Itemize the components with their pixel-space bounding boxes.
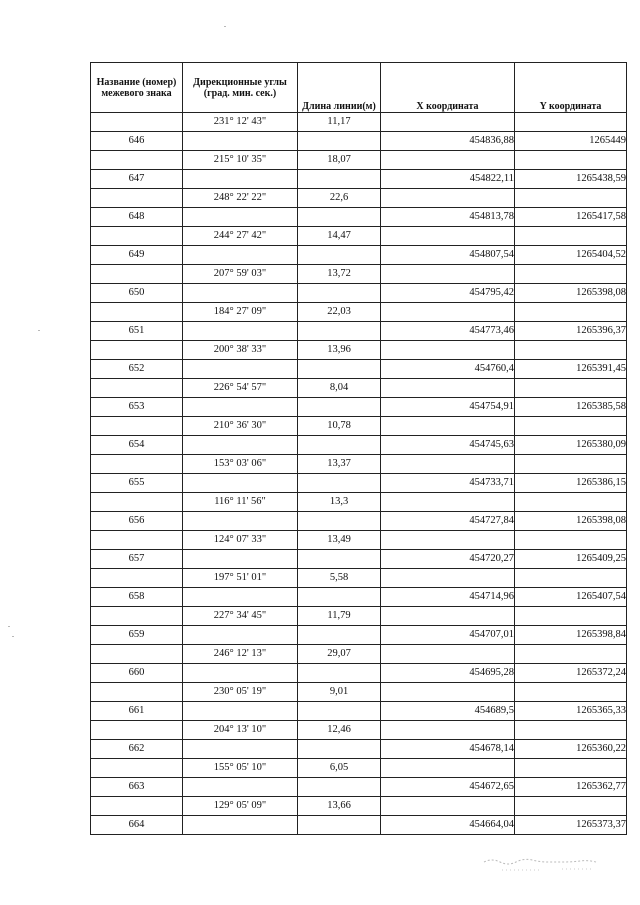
line-length-cell: 13,72 <box>298 265 381 284</box>
y-coordinate-cell <box>515 189 627 208</box>
segment-row <box>91 227 627 246</box>
direction-angle-cell: 197° 51' 01" <box>183 569 298 588</box>
direction-angle-cell <box>183 588 298 607</box>
y-coordinate-cell <box>515 151 627 170</box>
y-coordinate-cell <box>515 531 627 550</box>
line-length-cell <box>298 170 381 189</box>
point-name-cell: 661 <box>91 702 183 721</box>
line-length-cell <box>298 740 381 759</box>
x-coordinate-cell: 454678,14 <box>381 740 515 759</box>
point-row <box>91 132 627 151</box>
direction-angle-cell: 155° 05' 10" <box>183 759 298 778</box>
y-coordinate-cell: 1265398,84 <box>515 626 627 645</box>
direction-angle-cell <box>183 170 298 189</box>
direction-angle-cell: 227° 34' 45" <box>183 607 298 626</box>
point-name-cell: 662 <box>91 740 183 759</box>
direction-angle-cell <box>183 208 298 227</box>
point-row <box>91 170 627 189</box>
direction-angle-cell <box>183 132 298 151</box>
point-name-cell <box>91 493 183 512</box>
point-name-cell: 650 <box>91 284 183 303</box>
y-coordinate-cell: 1265391,45 <box>515 360 627 379</box>
y-coordinate-cell <box>515 227 627 246</box>
x-coordinate-cell: 454720,27 <box>381 550 515 569</box>
y-coordinate-cell <box>515 341 627 360</box>
direction-angle-cell <box>183 474 298 493</box>
line-length-cell <box>298 550 381 569</box>
x-coordinate-cell: 454689,5 <box>381 702 515 721</box>
point-name-cell <box>91 227 183 246</box>
direction-angle-cell: 184° 27' 09" <box>183 303 298 322</box>
line-length-cell: 11,79 <box>298 607 381 626</box>
line-length-cell: 9,01 <box>298 683 381 702</box>
line-length-cell <box>298 626 381 645</box>
x-coordinate-cell: 454664,04 <box>381 816 515 835</box>
point-name-cell <box>91 189 183 208</box>
direction-angle-cell <box>183 436 298 455</box>
point-name-cell: 648 <box>91 208 183 227</box>
point-name-cell <box>91 151 183 170</box>
x-coordinate-cell: 454707,01 <box>381 626 515 645</box>
y-coordinate-cell: 1265404,52 <box>515 246 627 265</box>
x-coordinate-cell <box>381 417 515 436</box>
line-length-cell: 11,17 <box>298 113 381 132</box>
y-coordinate-cell: 1265396,37 <box>515 322 627 341</box>
x-coordinate-cell: 454695,28 <box>381 664 515 683</box>
x-coordinate-cell: 454733,71 <box>381 474 515 493</box>
x-coordinate-cell <box>381 721 515 740</box>
direction-angle-cell: 230° 05' 19" <box>183 683 298 702</box>
y-coordinate-cell: 1265365,33 <box>515 702 627 721</box>
line-length-cell: 10,78 <box>298 417 381 436</box>
direction-angle-cell <box>183 360 298 379</box>
line-length-cell <box>298 398 381 417</box>
y-coordinate-cell: 1265449 <box>515 132 627 151</box>
direction-angle-cell <box>183 322 298 341</box>
y-coordinate-cell: 1265380,09 <box>515 436 627 455</box>
direction-angle-cell: 207° 59' 03" <box>183 265 298 284</box>
segment-row <box>91 721 627 740</box>
direction-angle-cell <box>183 664 298 683</box>
segment-row <box>91 417 627 436</box>
x-coordinate-cell: 454836,88 <box>381 132 515 151</box>
segment-row <box>91 151 627 170</box>
segment-row <box>91 683 627 702</box>
y-coordinate-cell <box>515 265 627 284</box>
point-name-cell: 658 <box>91 588 183 607</box>
x-coordinate-cell <box>381 645 515 664</box>
point-name-cell <box>91 531 183 550</box>
x-coordinate-cell: 454672,65 <box>381 778 515 797</box>
line-length-cell <box>298 132 381 151</box>
direction-angle-cell: 153° 03' 06" <box>183 455 298 474</box>
point-name-cell: 652 <box>91 360 183 379</box>
line-length-cell <box>298 360 381 379</box>
y-coordinate-cell <box>515 113 627 132</box>
line-length-cell <box>298 322 381 341</box>
direction-angle-cell <box>183 398 298 417</box>
segment-row <box>91 607 627 626</box>
line-length-cell <box>298 702 381 721</box>
x-coordinate-cell: 454807,54 <box>381 246 515 265</box>
point-name-cell: 660 <box>91 664 183 683</box>
y-coordinate-cell: 1265385,58 <box>515 398 627 417</box>
segment-row <box>91 303 627 322</box>
scan-noise-mark <box>482 852 612 874</box>
x-coordinate-cell <box>381 265 515 284</box>
segment-row <box>91 455 627 474</box>
y-coordinate-cell: 1265409,25 <box>515 550 627 569</box>
y-coordinate-cell: 1265407,54 <box>515 588 627 607</box>
point-name-cell: 653 <box>91 398 183 417</box>
x-coordinate-cell: 454773,46 <box>381 322 515 341</box>
x-coordinate-cell: 454727,84 <box>381 512 515 531</box>
header-point-name: Название (номер) межевого знака <box>91 63 183 113</box>
direction-angle-cell <box>183 246 298 265</box>
point-row <box>91 626 627 645</box>
y-coordinate-cell <box>515 493 627 512</box>
line-length-cell <box>298 284 381 303</box>
y-coordinate-cell <box>515 455 627 474</box>
direction-angle-cell <box>183 778 298 797</box>
y-coordinate-cell <box>515 645 627 664</box>
x-coordinate-cell <box>381 683 515 702</box>
direction-angle-cell: 215° 10' 35" <box>183 151 298 170</box>
segment-row <box>91 341 627 360</box>
point-row <box>91 474 627 493</box>
y-coordinate-cell: 1265373,37 <box>515 816 627 835</box>
x-coordinate-cell <box>381 531 515 550</box>
x-coordinate-cell <box>381 797 515 816</box>
line-length-cell: 13,49 <box>298 531 381 550</box>
x-coordinate-cell: 454813,78 <box>381 208 515 227</box>
y-coordinate-cell: 1265438,59 <box>515 170 627 189</box>
y-coordinate-cell <box>515 569 627 588</box>
header-x-coordinate: X координата <box>381 63 515 113</box>
table-header-row <box>91 63 627 113</box>
x-coordinate-cell <box>381 113 515 132</box>
segment-row <box>91 265 627 284</box>
direction-angle-cell: 116° 11' 56" <box>183 493 298 512</box>
point-name-cell: 654 <box>91 436 183 455</box>
point-name-cell: 659 <box>91 626 183 645</box>
x-coordinate-cell: 454822,11 <box>381 170 515 189</box>
direction-angle-cell: 129° 05' 09" <box>183 797 298 816</box>
point-row <box>91 778 627 797</box>
scan-speck <box>38 330 40 331</box>
point-row <box>91 664 627 683</box>
line-length-cell: 29,07 <box>298 645 381 664</box>
y-coordinate-cell <box>515 379 627 398</box>
x-coordinate-cell <box>381 607 515 626</box>
point-name-cell: 647 <box>91 170 183 189</box>
x-coordinate-cell <box>381 227 515 246</box>
point-name-cell <box>91 683 183 702</box>
point-name-cell: 646 <box>91 132 183 151</box>
point-name-cell <box>91 455 183 474</box>
line-length-cell: 8,04 <box>298 379 381 398</box>
x-coordinate-cell <box>381 455 515 474</box>
direction-angle-cell <box>183 284 298 303</box>
y-coordinate-cell <box>515 417 627 436</box>
point-name-cell: 663 <box>91 778 183 797</box>
direction-angle-cell <box>183 626 298 645</box>
line-length-cell: 5,58 <box>298 569 381 588</box>
point-name-cell: 664 <box>91 816 183 835</box>
direction-angle-cell: 226° 54' 57" <box>183 379 298 398</box>
direction-angle-cell: 231° 12' 43" <box>183 113 298 132</box>
point-row <box>91 816 627 835</box>
x-coordinate-cell <box>381 151 515 170</box>
point-row <box>91 360 627 379</box>
point-row <box>91 550 627 569</box>
direction-angle-cell <box>183 550 298 569</box>
scan-speck <box>8 626 10 627</box>
header-line-length: Длина линии(м) <box>298 63 381 113</box>
point-row <box>91 588 627 607</box>
y-coordinate-cell: 1265417,58 <box>515 208 627 227</box>
line-length-cell <box>298 816 381 835</box>
y-coordinate-cell <box>515 303 627 322</box>
segment-row <box>91 493 627 512</box>
point-name-cell <box>91 265 183 284</box>
direction-angle-cell: 244° 27' 42" <box>183 227 298 246</box>
point-row <box>91 322 627 341</box>
x-coordinate-cell <box>381 189 515 208</box>
y-coordinate-cell: 1265362,77 <box>515 778 627 797</box>
segment-row <box>91 759 627 778</box>
point-row <box>91 512 627 531</box>
point-name-cell: 651 <box>91 322 183 341</box>
direction-angle-cell: 124° 07' 33" <box>183 531 298 550</box>
point-row <box>91 702 627 721</box>
line-length-cell <box>298 588 381 607</box>
line-length-cell <box>298 436 381 455</box>
line-length-cell <box>298 474 381 493</box>
x-coordinate-cell <box>381 569 515 588</box>
x-coordinate-cell: 454754,91 <box>381 398 515 417</box>
point-row <box>91 284 627 303</box>
scan-speck <box>12 636 14 637</box>
x-coordinate-cell <box>381 379 515 398</box>
direction-angle-cell <box>183 816 298 835</box>
point-name-cell <box>91 797 183 816</box>
point-name-cell <box>91 303 183 322</box>
line-length-cell: 13,3 <box>298 493 381 512</box>
direction-angle-cell <box>183 740 298 759</box>
direction-angle-cell: 246° 12' 13" <box>183 645 298 664</box>
line-length-cell: 22,03 <box>298 303 381 322</box>
segment-row <box>91 569 627 588</box>
line-length-cell: 13,37 <box>298 455 381 474</box>
segment-row <box>91 189 627 208</box>
boundary-coordinates-table <box>90 62 627 835</box>
point-name-cell <box>91 569 183 588</box>
line-length-cell <box>298 246 381 265</box>
table-body <box>91 113 627 835</box>
point-row <box>91 208 627 227</box>
direction-angle-cell: 204° 13' 10" <box>183 721 298 740</box>
direction-angle-cell: 210° 36' 30" <box>183 417 298 436</box>
line-length-cell: 6,05 <box>298 759 381 778</box>
point-name-cell <box>91 759 183 778</box>
x-coordinate-cell <box>381 759 515 778</box>
direction-angle-cell <box>183 512 298 531</box>
line-length-cell: 14,47 <box>298 227 381 246</box>
point-name-cell: 655 <box>91 474 183 493</box>
line-length-cell: 13,96 <box>298 341 381 360</box>
header-y-coordinate: Y координата <box>515 63 627 113</box>
point-name-cell: 656 <box>91 512 183 531</box>
direction-angle-cell <box>183 702 298 721</box>
point-row <box>91 436 627 455</box>
y-coordinate-cell: 1265398,08 <box>515 284 627 303</box>
line-length-cell: 18,07 <box>298 151 381 170</box>
x-coordinate-cell <box>381 341 515 360</box>
y-coordinate-cell <box>515 721 627 740</box>
direction-angle-cell: 248° 22' 22" <box>183 189 298 208</box>
segment-row <box>91 113 627 132</box>
segment-row <box>91 797 627 816</box>
line-length-cell <box>298 664 381 683</box>
point-row <box>91 740 627 759</box>
segment-row <box>91 645 627 664</box>
y-coordinate-cell: 1265372,24 <box>515 664 627 683</box>
y-coordinate-cell <box>515 797 627 816</box>
point-name-cell <box>91 417 183 436</box>
line-length-cell <box>298 512 381 531</box>
point-row <box>91 246 627 265</box>
point-name-cell <box>91 113 183 132</box>
y-coordinate-cell <box>515 759 627 778</box>
point-name-cell <box>91 721 183 740</box>
point-name-cell <box>91 341 183 360</box>
x-coordinate-cell <box>381 493 515 512</box>
segment-row <box>91 379 627 398</box>
point-row <box>91 398 627 417</box>
segment-row <box>91 531 627 550</box>
line-length-cell <box>298 778 381 797</box>
point-name-cell <box>91 607 183 626</box>
point-name-cell: 657 <box>91 550 183 569</box>
x-coordinate-cell: 454795,42 <box>381 284 515 303</box>
x-coordinate-cell: 454745,63 <box>381 436 515 455</box>
y-coordinate-cell: 1265386,15 <box>515 474 627 493</box>
point-name-cell <box>91 379 183 398</box>
y-coordinate-cell <box>515 607 627 626</box>
scan-speck <box>224 26 226 27</box>
direction-angle-cell: 200° 38' 33" <box>183 341 298 360</box>
y-coordinate-cell: 1265398,08 <box>515 512 627 531</box>
x-coordinate-cell: 454760,4 <box>381 360 515 379</box>
x-coordinate-cell: 454714,96 <box>381 588 515 607</box>
y-coordinate-cell <box>515 683 627 702</box>
header-direction-angle: Дирекционные углы (град. мин. сек.) <box>183 63 298 113</box>
line-length-cell: 22,6 <box>298 189 381 208</box>
point-name-cell <box>91 645 183 664</box>
y-coordinate-cell: 1265360,22 <box>515 740 627 759</box>
line-length-cell: 12,46 <box>298 721 381 740</box>
line-length-cell <box>298 208 381 227</box>
x-coordinate-cell <box>381 303 515 322</box>
line-length-cell: 13,66 <box>298 797 381 816</box>
point-name-cell: 649 <box>91 246 183 265</box>
